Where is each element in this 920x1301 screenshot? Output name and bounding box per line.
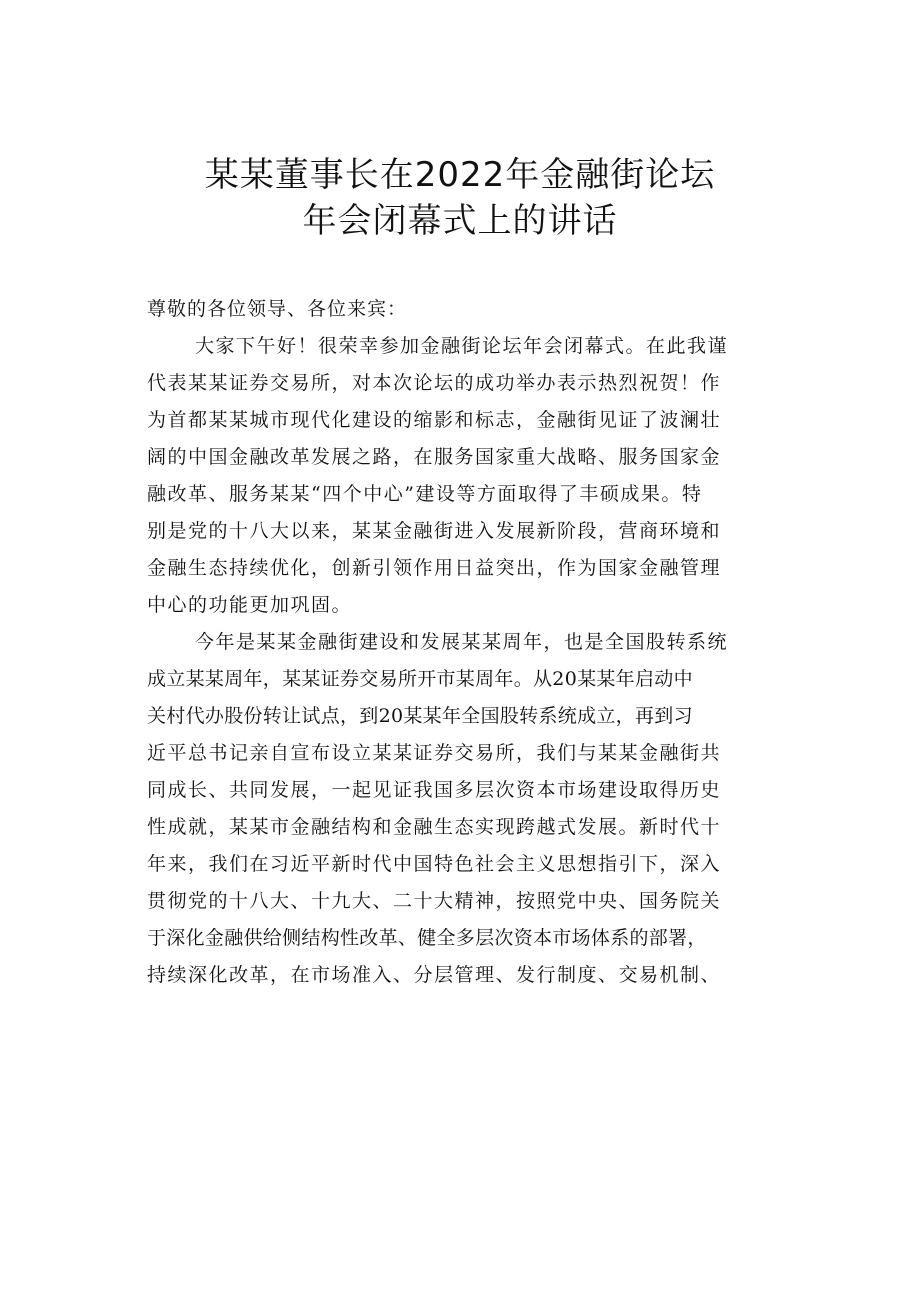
paragraph-line: 融改革、服务某某“四个中心”建设等方面取得了丰硕成果。特	[147, 483, 703, 505]
paragraph-line: 关村代办股份转让试点，到20某某年全国股转系统成立，再到习	[147, 705, 693, 727]
paragraph-line: 大家下午好！很荣幸参加金融街论坛年会闭幕式。在此我谨	[195, 335, 729, 357]
paragraph-line: 于深化金融供给侧结构性改革、健全多层次资本市场体系的部署，	[147, 927, 707, 949]
paragraph-line: 持续深化改革，在市场准入、分层管理、发行制度、交易机制、	[147, 964, 722, 986]
paragraph-line: 同成长、共同发展，一起见证我国多层次资本市场建设取得历史	[147, 779, 722, 801]
paragraph-line: 金融生态持续优化，创新引领作用日益突出，作为国家金融管理	[147, 557, 722, 579]
paragraph-line: 年来，我们在习近平新时代中国特色社会主义思想指引下，深入	[147, 853, 722, 875]
title-line-1: 某某董事长在2022年金融街论坛	[204, 155, 716, 195]
paragraph-line: 代表某某证券交易所，对本次论坛的成功举办表示热烈祝贺！作	[147, 372, 722, 394]
title-line-2: 年会闭幕式上的讲话	[302, 201, 618, 241]
paragraph-line: 中心的功能更加巩固。	[147, 594, 353, 616]
salutation: 尊敬的各位领导、各位来宾：	[147, 298, 408, 320]
paragraph-2	[147, 624, 807, 994]
document-title	[0, 152, 920, 244]
paragraph-1	[147, 328, 807, 624]
paragraph-line: 性成就，某某市金融结构和金融生态实现跨越式发展。新时代十	[147, 816, 722, 838]
document-body	[147, 291, 807, 994]
paragraph-line: 别是党的十八大以来，某某金融街进入发展新阶段，营商环境和	[147, 520, 722, 542]
paragraph-line: 为首都某某城市现代化建设的缩影和标志，金融街见证了波澜壮	[147, 409, 722, 431]
paragraph-line: 今年是某某金融街建设和发展某某周年，也是全国股转系统	[195, 631, 729, 653]
paragraph-line: 贯彻党的十八大、十九大、二十大精神，按照党中央、国务院关	[147, 890, 722, 912]
paragraph-line: 阔的中国金融改革发展之路，在服务国家重大战略、服务国家金	[147, 446, 722, 468]
paragraph-line: 成立某某周年，某某证券交易所开市某周年。从20某某年启动中	[147, 668, 693, 690]
paragraph-line: 近平总书记亲自宣布设立某某证券交易所，我们与某某金融街共	[147, 742, 722, 764]
